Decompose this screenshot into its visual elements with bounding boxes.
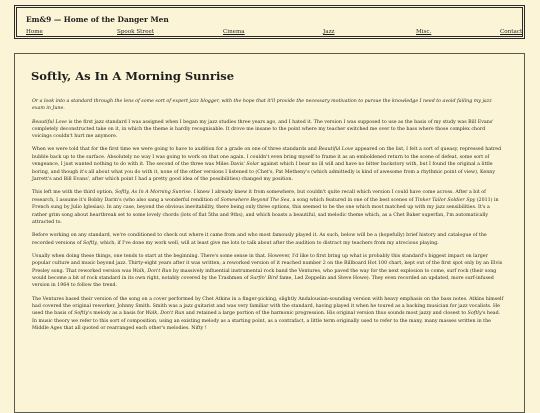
article: [14, 53, 525, 413]
song-title: Somewhere Beyond The Sea: [220, 197, 290, 203]
paragraph-text: (2011) in French sung by Julio Iglesias). In any case, beyond the obvious inevitability, there being only three options, this seemed to be the one which most matched up with my jazz sensibilities. It's a rather grim song about heartbreak set to some lovely chords (lots of flat 5ths and 9ths), and which boasts a beautiful, sad melodic theme which, as a Chet Baker superfan, I'm automatically attracted to.: [32, 197, 499, 226]
nav-link-misc[interactable]: Misc.: [416, 29, 432, 35]
paragraph-text: Before working on any standard, we're conditioned to check out where it came from and who most famously played it. As such, below will be a (hopefully) brief history and catalogue of the recorded versions of: [32, 233, 487, 246]
nav-link-jazz[interactable]: Jazz: [323, 29, 335, 35]
paragraph-text: When we were told that for the first time we were going to have to audition for a grade on one of three standards and: [32, 147, 319, 153]
paragraph-1: [32, 119, 505, 141]
song-title: Softly, As In A Morning Sunrise: [114, 190, 191, 196]
paragraph-text: The Ventures based their version of the song on a cover performed by Chet Atkins in a finger-picking, slightly Andalousian-sounding version with heavy emphasis on the bass notes. Atkins himself had covered the original reworker, Johnny Smith. Smith was a jazz guitarist and was very familiar with the standard, having played it when he toured as a backing musician for jazz vocalists. He used the basis of: [32, 296, 504, 317]
song-title: Surfin' Bird: [249, 276, 278, 282]
paragraph-5: [32, 253, 505, 290]
article-intro: Or a look into a standard through the lens of some sort of expert jazz blogger, with the hope that it'll provide the necessary motivation to pursue the knowledge I need to avoid failing my jazz exam in June.: [32, 99, 492, 112]
song-title: Softly: [467, 311, 482, 317]
nav-link-contact[interactable]: Contact: [500, 29, 523, 35]
nav-link-spook-street[interactable]: Spook Street: [117, 29, 154, 35]
paragraph-text: 's melody as a basis for: [88, 311, 146, 317]
song-title: Walk, Don't Run: [145, 311, 185, 317]
article-title: Softly, As In A Morning Sunrise: [31, 69, 235, 83]
film-title: Tinker Tailor Soldier Spy: [414, 197, 476, 203]
song-title: Softly: [74, 311, 89, 317]
song-title: Walk, Don't Run: [132, 268, 172, 274]
site-header: [14, 5, 525, 39]
main-nav: [26, 29, 523, 38]
song-title: Beautiful Love: [318, 147, 354, 153]
paragraph-text: and retained a large portion of the harmonic progression. His original version thus sounds most jazzy and closest to: [184, 311, 468, 317]
song-title: Beautiful Love: [32, 119, 67, 125]
article-body: [32, 98, 505, 338]
paragraph-text: by massively influential instrumental rock band the Ventures, who paved the way for the next explosion to come, surf rock (their song would become a bit of rock standard in its own right, notably covered by the Trashmen of: [32, 268, 497, 282]
paragraph-3: [32, 189, 505, 226]
nav-link-home[interactable]: Home: [26, 29, 43, 35]
paragraph-2: [32, 146, 505, 183]
paragraph-text: . I knew I already knew it from somewhere, but couldn't quite recall which version I could have come across. After a bit of research, I assume it's Bobby Darin's (who also sang a wonderful rendition of: [32, 190, 486, 203]
paragraph-text: 's head. In music theory we refer to this sort of composition, using an existing melody as a starting point, as a contrafact, a little term originally used to refer to the many, many masses written in the Middle Ages that all quoted or rearranged each other's melodies. Nifty !: [32, 311, 501, 332]
paragraph-text: , which, if I've done my work well, will at least give me lots to talk about after the audition to distract my teachers from my atrocious playing.: [96, 240, 439, 246]
paragraph-text: This left me with the third option,: [32, 190, 115, 196]
nav-link-cinema[interactable]: Cinema: [223, 29, 245, 35]
paragraph-text: appeared on the list, I felt a sort of queasy, repressed hatred bubble back up to the surface. Absolutely no way I was going to work on that one again. I couldn't even bring myself to frame it as an emboldened return to the scene of defeat, some sort of vengeance, I just wanted nothing to do with it. The second of the three was Miles Davis': [32, 147, 502, 168]
paragraph-6: [32, 296, 505, 333]
paragraph-text: against which I bear no ill will and have no bitter backstory with, but I found the original a little boring, and though it's all about what you do with it, none of the other versions I listened to (Chet's, Pat Metheny's (which admittedly is kind of awesome from a rhythmic point of view), Kenny Jarrett's and Bill Evans', after which point I had a pretty good idea of the possibilities) changed my position.: [32, 162, 496, 183]
site-title: Em&9 — Home of the Danger Men: [26, 15, 169, 24]
paragraph-text: is the first jazz standard I was assigned when I began my jazz studies three years ago, and I hated it. The version I was supposed to use as the basis of my study was Bill Evans' completely deconstructed take on it, in which the theme is hardly recognisable. It drove me insane to the point where my teacher switched me over to the bass where those complex chord voicings couldn't hurt me anymore.: [32, 119, 494, 140]
paragraph-4: [32, 232, 505, 247]
paragraph-text: Usually when doing these things, one tends to start at the beginning. There's some sense in that. However, I'd like to first bring up what is probably this standard's biggest impact on larger popular culture and music beyond jazz. Thirty-eight years after it was written, a reworked version of it reached number 2 on the Billboard Hot 100 chart, kept out of the first spot only by an Elvis Presley song. That reworked version was: [32, 253, 503, 274]
paragraph-text: fame, Led Zeppelin and Steve Howe). They even recorded an updated, more surf-infused version in 1964 to follow the trend.: [32, 276, 494, 289]
song-title: Solar: [246, 162, 260, 168]
paragraph-text: , a song which featured in one of the best scenes of: [289, 197, 415, 203]
song-title: Softly: [83, 240, 97, 246]
